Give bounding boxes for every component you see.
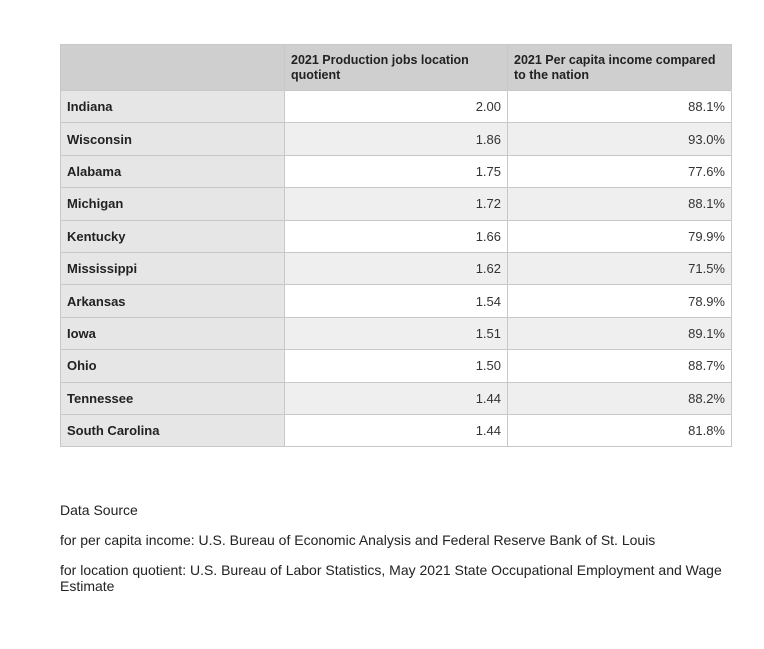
location-quotient-cell: 1.75 bbox=[285, 155, 508, 187]
income-cell: 88.2% bbox=[508, 382, 732, 414]
location-quotient-cell: 2.00 bbox=[285, 91, 508, 123]
state-cell: Iowa bbox=[61, 317, 285, 349]
lq-source-note: for location quotient: U.S. Bureau of Labor Statistics, May 2021 State Occupational Employment and Wage Estimate bbox=[60, 562, 722, 594]
income-cell: 81.8% bbox=[508, 414, 732, 446]
table-row bbox=[61, 220, 732, 252]
state-cell: Kentucky bbox=[61, 220, 285, 252]
table-row bbox=[61, 252, 732, 284]
header-per-capita-income: 2021 Per capita income compared to the nation bbox=[508, 45, 732, 91]
table-row bbox=[61, 414, 732, 446]
table-row bbox=[61, 188, 732, 220]
location-quotient-cell: 1.86 bbox=[285, 123, 508, 155]
income-cell: 77.6% bbox=[508, 155, 732, 187]
location-quotient-cell: 1.62 bbox=[285, 252, 508, 284]
location-quotient-cell: 1.44 bbox=[285, 382, 508, 414]
income-cell: 88.7% bbox=[508, 350, 732, 382]
income-cell: 88.1% bbox=[508, 188, 732, 220]
state-cell: Michigan bbox=[61, 188, 285, 220]
data-source-notes bbox=[60, 502, 740, 608]
table-row bbox=[61, 155, 732, 187]
table-row bbox=[61, 123, 732, 155]
data-table-container bbox=[60, 44, 731, 447]
state-cell: Wisconsin bbox=[61, 123, 285, 155]
income-cell: 88.1% bbox=[508, 91, 732, 123]
table-row bbox=[61, 382, 732, 414]
location-quotient-cell: 1.54 bbox=[285, 285, 508, 317]
state-cell: Arkansas bbox=[61, 285, 285, 317]
location-quotient-cell: 1.44 bbox=[285, 414, 508, 446]
state-cell: Alabama bbox=[61, 155, 285, 187]
table-row bbox=[61, 91, 732, 123]
header-location-quotient: 2021 Production jobs location quotient bbox=[285, 45, 508, 91]
state-cell: South Carolina bbox=[61, 414, 285, 446]
state-cell: Ohio bbox=[61, 350, 285, 382]
state-cell: Indiana bbox=[61, 91, 285, 123]
source-heading: Data Source bbox=[60, 502, 138, 518]
income-cell: 71.5% bbox=[508, 252, 732, 284]
state-comparison-table bbox=[60, 44, 732, 447]
location-quotient-cell: 1.50 bbox=[285, 350, 508, 382]
income-cell: 79.9% bbox=[508, 220, 732, 252]
location-quotient-cell: 1.66 bbox=[285, 220, 508, 252]
income-cell: 78.9% bbox=[508, 285, 732, 317]
header-state bbox=[61, 45, 285, 91]
income-cell: 89.1% bbox=[508, 317, 732, 349]
income-source-note: for per capita income: U.S. Bureau of Economic Analysis and Federal Reserve Bank of St. Louis bbox=[60, 532, 656, 548]
state-cell: Mississippi bbox=[61, 252, 285, 284]
table-header-row bbox=[61, 45, 732, 91]
income-cell: 93.0% bbox=[508, 123, 732, 155]
location-quotient-cell: 1.72 bbox=[285, 188, 508, 220]
location-quotient-cell: 1.51 bbox=[285, 317, 508, 349]
table-row bbox=[61, 285, 732, 317]
state-cell: Tennessee bbox=[61, 382, 285, 414]
table-row bbox=[61, 317, 732, 349]
table-row bbox=[61, 350, 732, 382]
